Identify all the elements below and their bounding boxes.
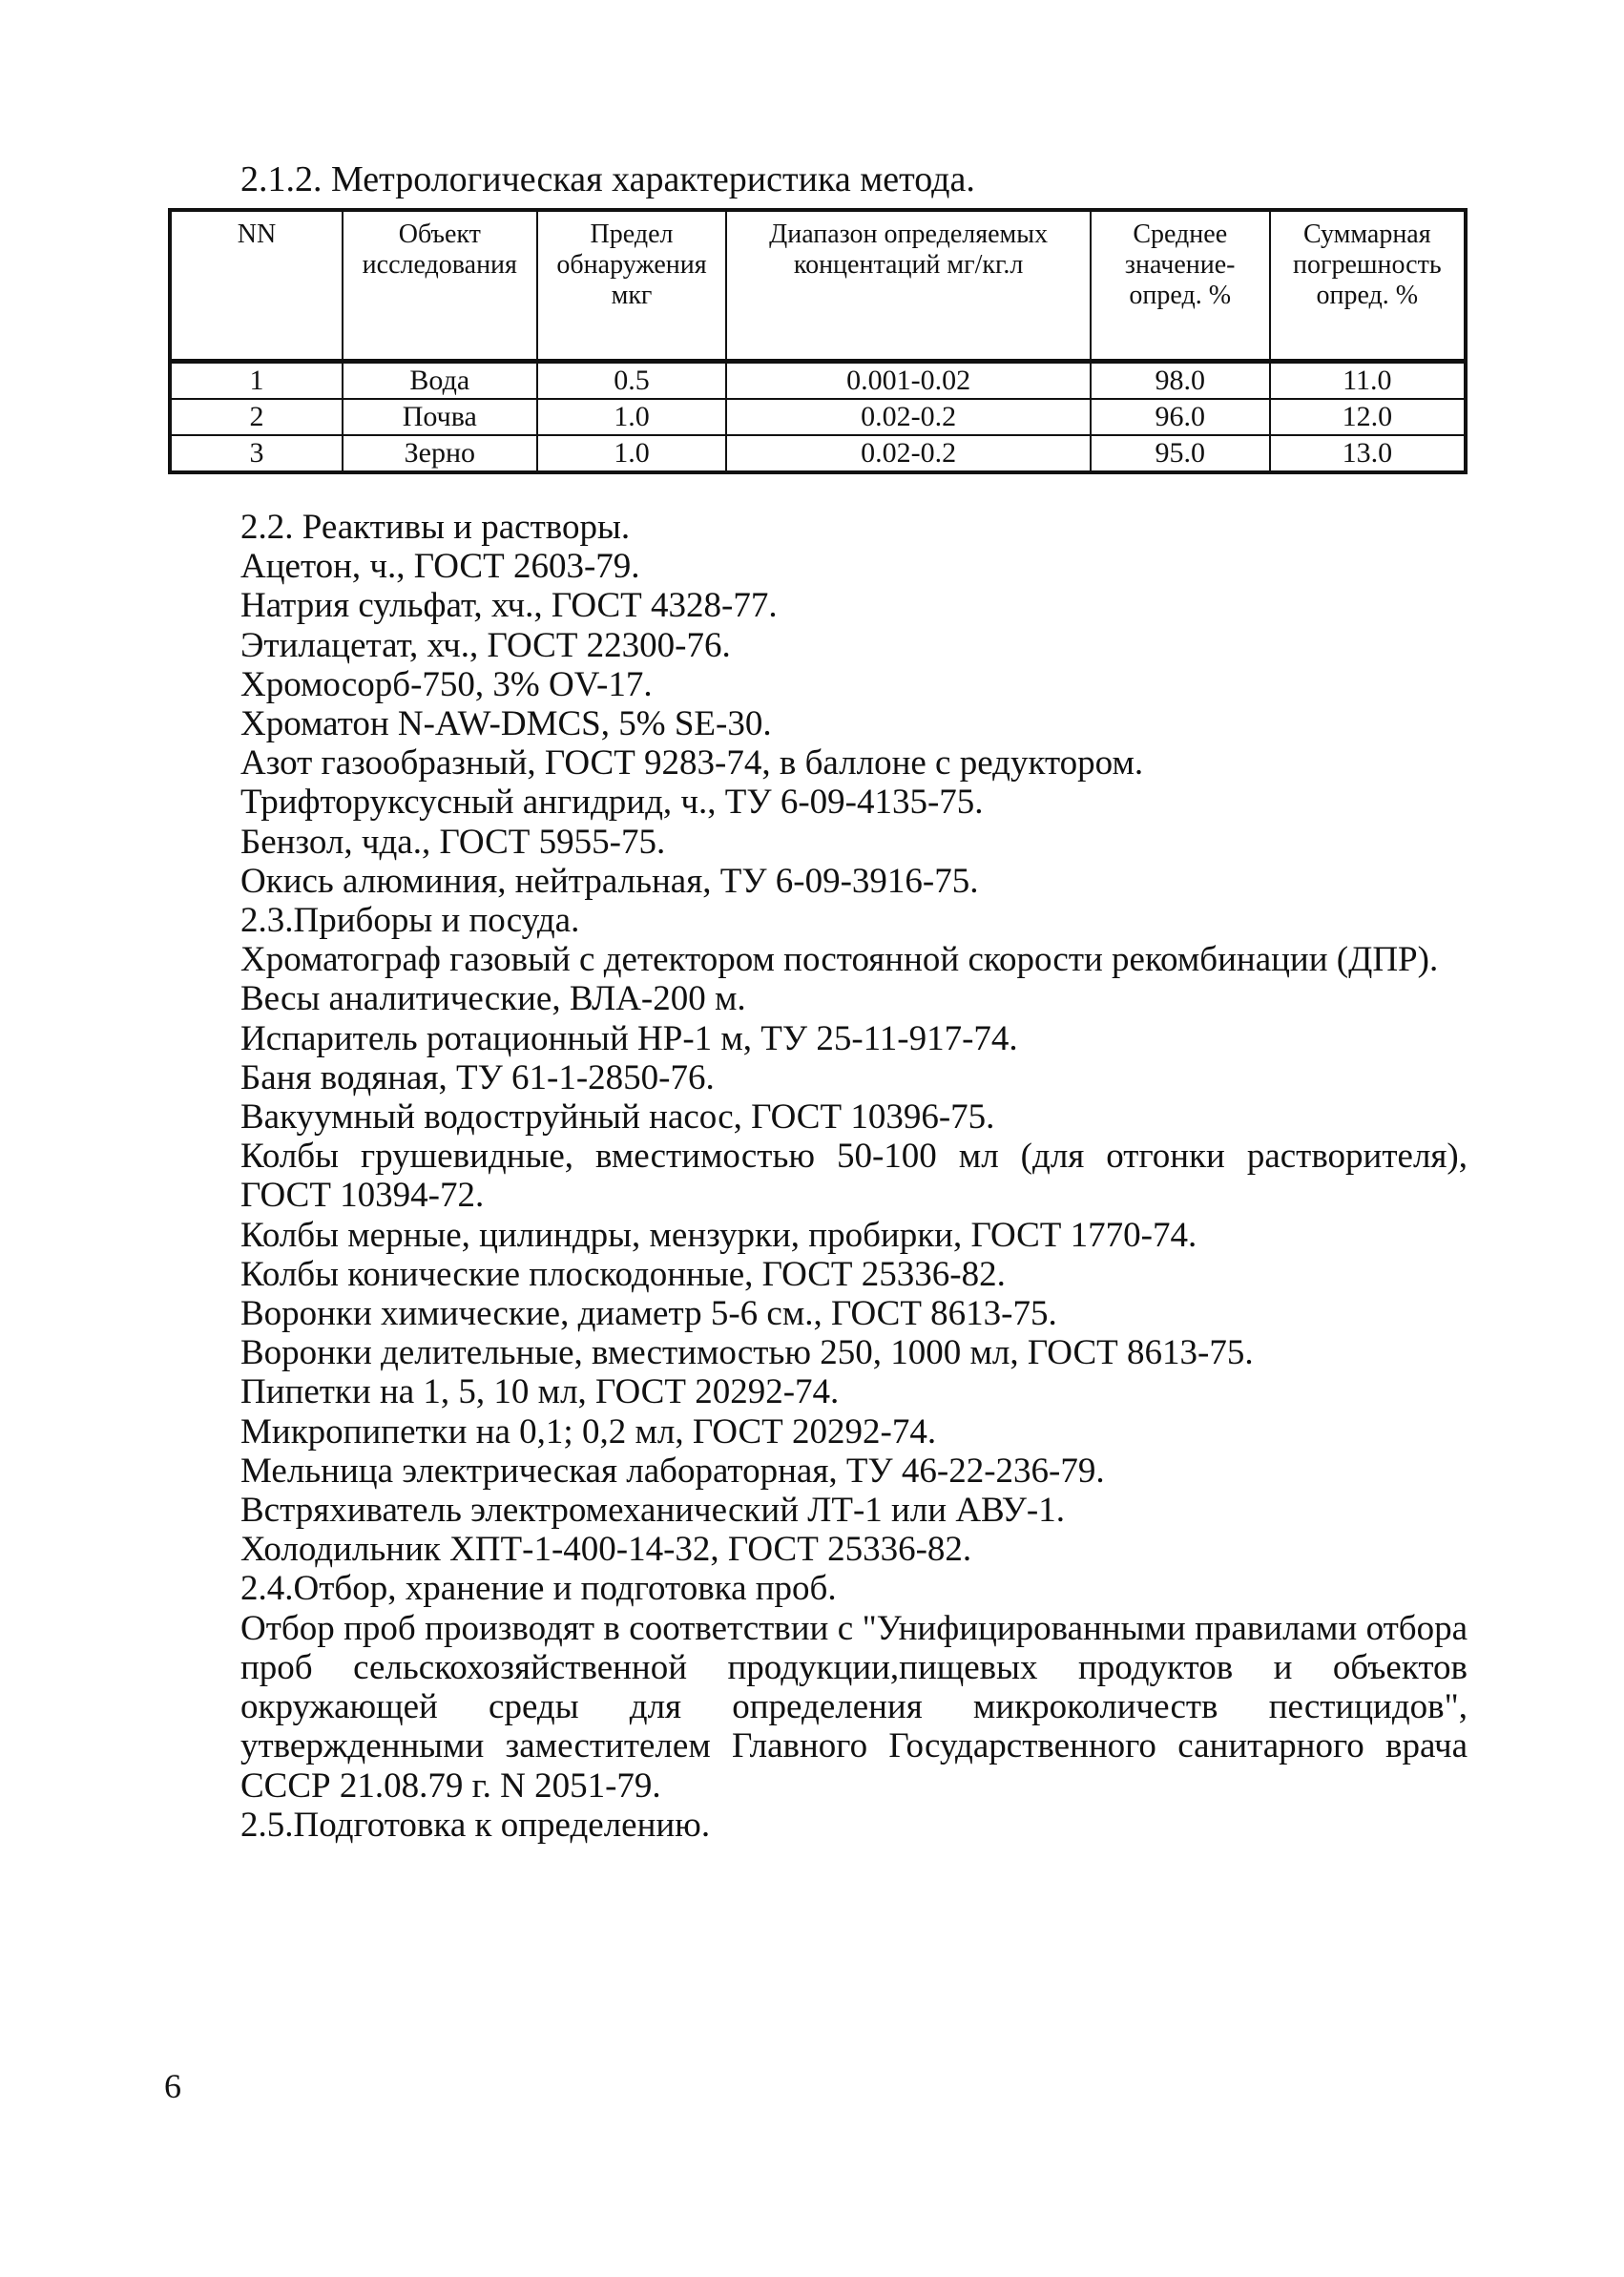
table-cell-limit: 1.0 (537, 399, 727, 435)
body-text (168, 508, 1468, 1845)
sampling-paragraph: Отбор проб производят в соответствии с "Унифицированными правилами отбора проб сельскохозяйственной продукции,пищевых продуктов и объектов окружающей среды для определения микроколичеств пестицидов", утвержденными заместителем Главного Государственного санитарного врача СССР 21.08.79 г. N 2051-79. (240, 1608, 1468, 1806)
list-item: Натрия сульфат, хч., ГОСТ 4328-77. (240, 586, 778, 626)
table-cell-range: 0.02-0.2 (726, 399, 1090, 435)
list-item: Хромосорб-750, 3% OV-17. (240, 664, 653, 704)
heading-preparation: 2.5.Подготовка к определению. (240, 1805, 711, 1845)
list-item: Колбы конические плоскодонные, ГОСТ 25336-82. (240, 1254, 1006, 1294)
heading-sampling: 2.4.Отбор, хранение и подготовка проб. (240, 1569, 837, 1609)
table-cell-limit: 1.0 (537, 435, 727, 472)
header-total-error: Суммарная погрешность опред. % (1270, 210, 1466, 362)
table-cell-mean: 95.0 (1091, 435, 1270, 472)
heading-instruments: 2.3.Приборы и посуда. (240, 901, 580, 941)
header-nn: NN (170, 210, 343, 362)
table-cell-error: 12.0 (1270, 399, 1466, 435)
table-cell-mean: 96.0 (1091, 399, 1270, 435)
table-cell-nn: 3 (170, 435, 343, 472)
list-item: Ацетон, ч., ГОСТ 2603-79. (240, 547, 640, 587)
header-concentration-range: Диапазон определяемых концентаций мг/кг.л (726, 210, 1090, 362)
table-header-row (170, 210, 1466, 362)
page-number: 6 (164, 2067, 181, 2105)
list-item: Колбы мерные, цилиндры, мензурки, пробирки, ГОСТ 1770-74. (240, 1215, 1197, 1255)
table-cell-range: 0.001-0.02 (726, 362, 1090, 400)
table-cell-limit: 0.5 (537, 362, 727, 400)
list-item: Колбы грушевидные, вместимостью 50-100 мл (для отгонки растворителя), ГОСТ 10394-72. (240, 1137, 1468, 1216)
table-cell-object: Вода (343, 362, 537, 400)
table-cell-range: 0.02-0.2 (726, 435, 1090, 472)
header-detection-limit: Предел обнаружения мкг (537, 210, 727, 362)
header-object: Объект исследования (343, 210, 537, 362)
table-cell-error: 11.0 (1270, 362, 1466, 400)
list-item: Встряхиватель электромеханический ЛТ-1 или АВУ-1. (240, 1491, 1066, 1531)
table-row (170, 435, 1466, 472)
table-row (170, 399, 1466, 435)
list-item: Окись алюминия, нейтральная, ТУ 6-09-3916-75. (240, 861, 979, 901)
table-cell-mean: 98.0 (1091, 362, 1270, 400)
list-item: Мельница электрическая лабораторная, ТУ 46-22-236-79. (240, 1451, 1105, 1491)
metrology-table (168, 208, 1468, 474)
table-cell-nn: 1 (170, 362, 343, 400)
list-item: Хроматограф газовый с детектором постоянной скорости рекомбинации (ДПР). (240, 940, 1439, 980)
list-item: Этилацетат, хч., ГОСТ 22300-76. (240, 625, 731, 665)
list-item: Воронки делительные, вместимостью 250, 1000 мл, ГОСТ 8613-75. (240, 1333, 1254, 1373)
list-item: Воронки химические, диаметр 5-6 см., ГОСТ 8613-75. (240, 1294, 1057, 1334)
list-item: Хроматон N-AW-DMCS, 5% SE-30. (240, 704, 772, 744)
list-item: Азот газообразный, ГОСТ 9283-74, в баллоне с редуктором. (240, 743, 1144, 783)
list-item: Холодильник ХПТ-1-400-14-32, ГОСТ 25336-82. (240, 1530, 972, 1570)
table-cell-error: 13.0 (1270, 435, 1466, 472)
heading-reagents: 2.2. Реактивы и растворы. (240, 508, 631, 547)
list-item: Баня водяная, ТУ 61-1-2850-76. (240, 1057, 715, 1097)
table-cell-object: Почва (343, 399, 537, 435)
list-item: Весы аналитические, ВЛА-200 м. (240, 979, 746, 1019)
header-mean-value: Среднее значение-опред. % (1091, 210, 1270, 362)
list-item: Пипетки на 1, 5, 10 мл, ГОСТ 20292-74. (240, 1372, 840, 1412)
table-row (170, 362, 1466, 400)
list-item: Микропипетки на 0,1; 0,2 мл, ГОСТ 20292-74. (240, 1411, 937, 1452)
list-item: Трифторуксусный ангидрид, ч., ТУ 6-09-4135-75. (240, 783, 984, 823)
section-heading-metrology: 2.1.2. Метрологическая характеристика метода. (240, 159, 975, 199)
table-cell-object: Зерно (343, 435, 537, 472)
list-item: Бензол, чда., ГОСТ 5955-75. (240, 822, 666, 862)
table-cell-nn: 2 (170, 399, 343, 435)
list-item: Испаритель ротационный НР-1 м, ТУ 25-11-917-74. (240, 1018, 1018, 1058)
list-item: Вакуумный водоструйный насос, ГОСТ 10396-75. (240, 1097, 995, 1138)
